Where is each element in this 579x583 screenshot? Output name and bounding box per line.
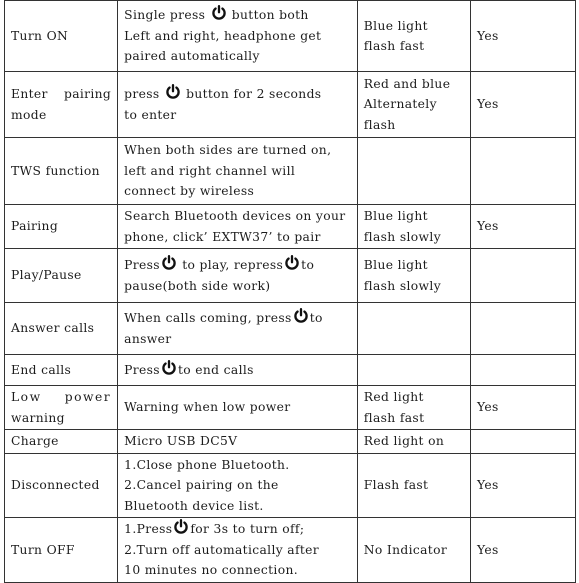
cell-line <box>364 16 464 37</box>
cell-line <box>364 227 464 248</box>
function-label: Charge <box>11 434 59 448</box>
operation-cell <box>118 355 358 386</box>
indicator-cell <box>357 518 470 583</box>
voice-cell <box>470 1 575 72</box>
function-cell <box>5 138 118 205</box>
cell-line <box>124 255 351 276</box>
cell-line <box>11 387 111 408</box>
cell-line <box>364 540 464 561</box>
voice-prompt-label: Yes <box>476 478 499 492</box>
function-label: Turn OFF <box>11 542 75 557</box>
cell-text: Flash fast <box>363 478 429 492</box>
cell-text: flash fast <box>363 39 425 53</box>
cell-line <box>124 329 351 350</box>
function-cell <box>5 355 118 386</box>
cell-text: flash fast <box>363 410 425 425</box>
cell-text: Warning when low power <box>124 400 291 415</box>
operation-cell <box>118 249 358 303</box>
table-row <box>5 1 576 72</box>
cell-text: Single press <box>124 8 210 23</box>
cell-text: Left and right, headphone get <box>124 28 322 43</box>
operation-cell <box>118 518 358 583</box>
cell-line <box>124 540 351 561</box>
voice-prompt-label: Yes <box>476 219 499 234</box>
function-label: End calls <box>11 362 72 377</box>
function-table <box>4 0 576 583</box>
indicator-cell <box>357 72 470 138</box>
cell-line <box>11 84 111 105</box>
cell-line <box>124 360 351 381</box>
cell-line <box>124 308 351 329</box>
cell-line <box>364 36 464 57</box>
function-cell <box>5 303 118 355</box>
function-label: Play/Pause <box>11 268 82 283</box>
cell-text: Enter pairing <box>11 87 112 101</box>
cell-text: Bluetooth device list. <box>124 498 264 513</box>
cell-line <box>364 387 464 408</box>
voice-cell <box>470 138 575 205</box>
operation-cell <box>118 205 358 249</box>
cell-text: to <box>309 311 323 325</box>
cell-text: Red and blue <box>363 76 451 91</box>
cell-line <box>124 431 351 452</box>
voice-cell <box>470 386 575 430</box>
cell-line <box>364 255 464 276</box>
cell-text: button both <box>227 8 309 23</box>
cell-text: 2.Turn off automatically after <box>124 542 320 557</box>
voice-cell <box>470 453 575 518</box>
table-row <box>5 386 576 430</box>
cell-text: Blue light <box>363 209 428 223</box>
cell-text: flash slowly <box>363 278 441 293</box>
function-label: Disconnected <box>11 478 100 492</box>
cell-line <box>124 105 351 126</box>
cell-text: Blue light <box>363 258 428 272</box>
cell-text: to <box>301 258 315 272</box>
cell-line <box>124 206 351 227</box>
cell-text: left and right channel will <box>124 163 296 178</box>
function-cell <box>5 453 118 518</box>
cell-line <box>124 227 351 248</box>
function-cell <box>5 205 118 249</box>
operation-cell <box>118 72 358 138</box>
voice-cell <box>470 355 575 386</box>
table-row <box>5 205 576 249</box>
cell-line <box>364 408 464 429</box>
voice-prompt-label: Yes <box>476 97 499 112</box>
cell-text: button for 2 seconds <box>181 87 322 101</box>
table-row <box>5 303 576 355</box>
cell-line <box>11 408 111 429</box>
power-icon <box>161 255 177 271</box>
table-row <box>5 355 576 386</box>
indicator-cell <box>357 386 470 430</box>
function-label: Answer calls <box>11 321 95 336</box>
table-row <box>5 249 576 303</box>
cell-line <box>364 276 464 297</box>
voice-prompt-label: Yes <box>476 400 499 415</box>
voice-cell <box>470 430 575 454</box>
voice-cell <box>470 518 575 583</box>
cell-line <box>364 431 464 452</box>
cell-line <box>364 115 464 136</box>
table-row <box>5 430 576 454</box>
cell-text: No Indicator <box>363 542 448 557</box>
cell-line <box>124 26 351 47</box>
cell-text: flash slowly <box>363 229 441 244</box>
cell-line <box>124 46 351 67</box>
cell-line <box>124 181 351 202</box>
cell-text: pause(both side work) <box>124 278 271 293</box>
indicator-cell <box>357 430 470 454</box>
cell-text: mode <box>11 107 47 122</box>
cell-text: to enter <box>124 107 177 122</box>
cell-text: When calls coming, press <box>124 311 292 325</box>
cell-line <box>124 519 351 540</box>
function-cell <box>5 249 118 303</box>
cell-text: paired automatically <box>124 49 260 64</box>
function-label: TWS function <box>11 163 100 178</box>
voice-prompt-label: Yes <box>476 542 499 557</box>
cell-text: flash <box>363 117 396 132</box>
cell-line <box>364 206 464 227</box>
cell-text: answer <box>124 331 172 346</box>
function-cell <box>5 518 118 583</box>
cell-text: to end calls <box>177 362 254 377</box>
power-icon <box>284 255 300 271</box>
cell-line <box>364 94 464 115</box>
function-table-body <box>5 1 576 583</box>
cell-line <box>124 276 351 297</box>
cell-text: Low power <box>11 390 112 404</box>
voice-cell <box>470 205 575 249</box>
power-icon <box>211 5 227 21</box>
cell-text: Search Bluetooth devices on your <box>124 209 346 223</box>
table-row <box>5 138 576 205</box>
function-cell <box>5 386 118 430</box>
cell-text: warning <box>11 410 65 425</box>
indicator-cell <box>357 355 470 386</box>
cell-text: for 3s to turn off; <box>190 522 305 536</box>
cell-text: to play, repress <box>177 258 284 272</box>
indicator-cell <box>357 453 470 518</box>
cell-line <box>364 475 464 496</box>
indicator-cell <box>357 205 470 249</box>
operation-cell <box>118 430 358 454</box>
power-icon <box>161 360 177 376</box>
cell-text: Blue light <box>363 18 428 33</box>
cell-text: When both sides are turned on, <box>124 143 332 158</box>
cell-line <box>124 84 351 105</box>
function-cell <box>5 1 118 72</box>
cell-text: Micro USB DC5V <box>124 434 238 448</box>
table-row <box>5 518 576 583</box>
table-row <box>5 453 576 518</box>
voice-cell <box>470 249 575 303</box>
function-label: Turn ON <box>11 28 69 43</box>
cell-line <box>364 74 464 95</box>
operation-cell <box>118 386 358 430</box>
cell-line <box>124 140 351 161</box>
instruction-document <box>4 0 576 583</box>
cell-text: Alternately <box>363 97 437 112</box>
power-icon <box>293 308 309 324</box>
function-cell <box>5 72 118 138</box>
indicator-cell <box>357 138 470 205</box>
function-cell <box>5 430 118 454</box>
cell-text: press <box>124 87 164 101</box>
operation-cell <box>118 303 358 355</box>
function-label: Pairing <box>11 219 59 234</box>
cell-line <box>124 560 351 581</box>
cell-line <box>124 475 351 496</box>
cell-line <box>124 455 351 476</box>
cell-line <box>124 161 351 182</box>
cell-line <box>11 105 111 126</box>
cell-text: connect by wireless <box>124 184 255 199</box>
indicator-cell <box>357 1 470 72</box>
cell-text: Red light on <box>363 434 445 448</box>
voice-cell <box>470 72 575 138</box>
indicator-cell <box>357 303 470 355</box>
cell-line <box>124 5 351 26</box>
voice-cell <box>470 303 575 355</box>
cell-text: Red light <box>363 390 424 404</box>
cell-text: 2.Cancel pairing on the <box>124 478 279 492</box>
indicator-cell <box>357 249 470 303</box>
operation-cell <box>118 1 358 72</box>
table-row <box>5 72 576 138</box>
voice-prompt-label: Yes <box>476 28 499 43</box>
cell-line <box>124 397 351 418</box>
cell-text: 1.Press <box>124 522 173 536</box>
operation-cell <box>118 453 358 518</box>
power-icon <box>173 519 189 535</box>
cell-text: 10 minutes no connection. <box>124 563 298 577</box>
cell-text: 1.Close phone Bluetooth. <box>124 457 290 472</box>
operation-cell <box>118 138 358 205</box>
cell-text: Press <box>124 258 160 272</box>
cell-text: Press <box>124 362 160 377</box>
cell-line <box>124 496 351 517</box>
cell-text: phone, click’ EXTW37’ to pair <box>124 229 321 244</box>
power-icon <box>165 84 181 100</box>
